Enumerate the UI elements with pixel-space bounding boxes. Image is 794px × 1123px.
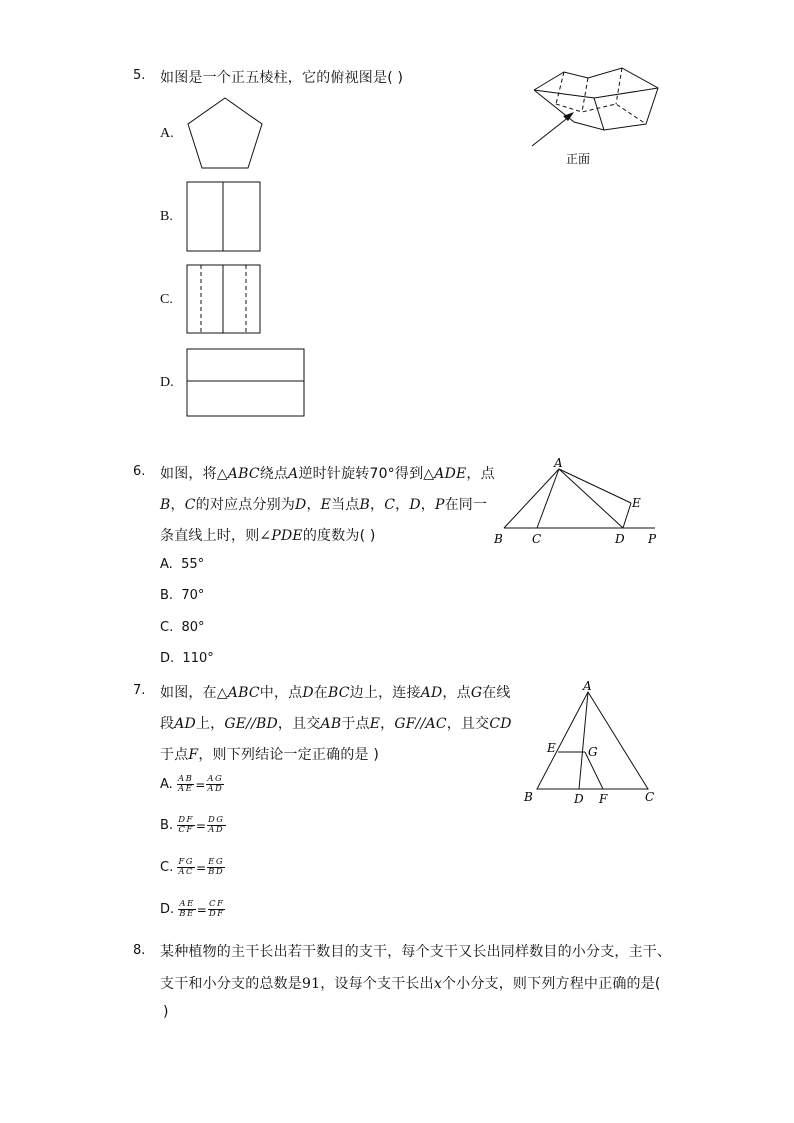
q8-number: 8. xyxy=(133,943,146,958)
q5-number: 5. xyxy=(133,68,146,83)
segment-ab xyxy=(504,469,559,528)
prism-hidden-edge-2 xyxy=(582,78,588,112)
q7-triangle-figure xyxy=(515,680,665,810)
q7-stem-line-2: 段AD上，GE//BD，且交AB于点E，GF//AC，且交CD xyxy=(160,716,512,732)
front-label: 正面 xyxy=(566,152,591,166)
q5-option-d-figure xyxy=(186,348,306,418)
q7-number: 7. xyxy=(133,683,146,698)
q5-option-a-letter: A. xyxy=(160,126,174,141)
label-c: C xyxy=(532,532,542,546)
q7-stem-line-1: 如图，在△ABC中，点D在BC边上，连接AD，点G在线 xyxy=(160,685,511,701)
label-b: B xyxy=(524,790,533,804)
q6-stem-line-1: 如图，将△ABC绕点A逆时针旋转70°得到△ADE，点 xyxy=(160,466,495,482)
segment-de xyxy=(623,503,631,528)
label-d: D xyxy=(574,792,584,806)
q7-stem-line-3: 于点F，则下列结论一定正确的是 ) xyxy=(160,747,380,763)
q6-option-a: A. 55° xyxy=(160,557,205,572)
q6-option-b: B. 70° xyxy=(160,588,205,603)
prism-front-face-top xyxy=(534,90,604,130)
label-a: A xyxy=(554,456,563,470)
q5-stem: 如图是一个正五棱柱，它的俯视图是( ) xyxy=(160,70,404,86)
q8-stem-line-2: 支干和小分支的总数是91，设每个支干长出x个小分支，则下列方程中正确的是( xyxy=(160,976,661,992)
q7-option-b: B. $\frac{DF}{CF}$ = $\frac{DG}{AD}$ xyxy=(160,815,225,835)
q5-option-c-letter: C. xyxy=(160,292,173,307)
prism-top-edge xyxy=(594,88,658,98)
label-e: E xyxy=(632,496,641,510)
label-d: D xyxy=(615,532,625,546)
q8-stem-line-1: 某种植物的主干长出若干数目的支干，每个支干又长出同样数目的小分支，主干、 xyxy=(160,944,672,960)
q7-option-c: C. $\frac{FG}{AC}$ = $\frac{EG}{BD}$ xyxy=(160,857,225,877)
q5-option-b-figure xyxy=(186,181,262,253)
q6-option-c: C. 80° xyxy=(160,620,205,635)
q6-option-d: D. 110° xyxy=(160,651,214,666)
label-e: E xyxy=(547,741,556,755)
q5-option-d-letter: D. xyxy=(160,375,174,390)
q6-rotation-figure xyxy=(490,455,665,550)
q6-number: 6. xyxy=(133,464,146,479)
q5-option-b-letter: B. xyxy=(160,209,173,224)
label-g: G xyxy=(588,745,598,759)
q6-stem-line-2: B，C的对应点分别为D，E当点B，C，D，P在同一 xyxy=(160,497,488,513)
label-c: C xyxy=(645,790,655,804)
q5-prism-figure xyxy=(520,60,670,170)
segment-ac xyxy=(537,469,559,528)
q5-option-c-figure xyxy=(186,264,262,336)
q6-stem-line-3: 条直线上时，则∠PDE的度数为( ) xyxy=(160,528,376,544)
segment-ad xyxy=(559,469,623,528)
label-f: F xyxy=(599,792,608,806)
q8-stem-line-3: ) xyxy=(163,1004,169,1020)
prism-hidden-edge-3 xyxy=(616,68,622,104)
label-a: A xyxy=(583,680,592,693)
segment-ae xyxy=(559,469,631,503)
q5-option-a-pentagon xyxy=(184,96,268,172)
label-p: P xyxy=(648,532,657,546)
prism-outline xyxy=(534,68,658,130)
prism-hidden-edge-1 xyxy=(556,72,564,104)
q7-option-a: A. $\frac{AB}{AE}$ = $\frac{AG}{AD}$ xyxy=(160,774,224,794)
front-arrow-line xyxy=(532,116,570,146)
label-b: B xyxy=(494,532,503,546)
q7-option-d: D. $\frac{AE}{BE}$ = $\frac{CF}{DF}$ xyxy=(160,899,225,919)
